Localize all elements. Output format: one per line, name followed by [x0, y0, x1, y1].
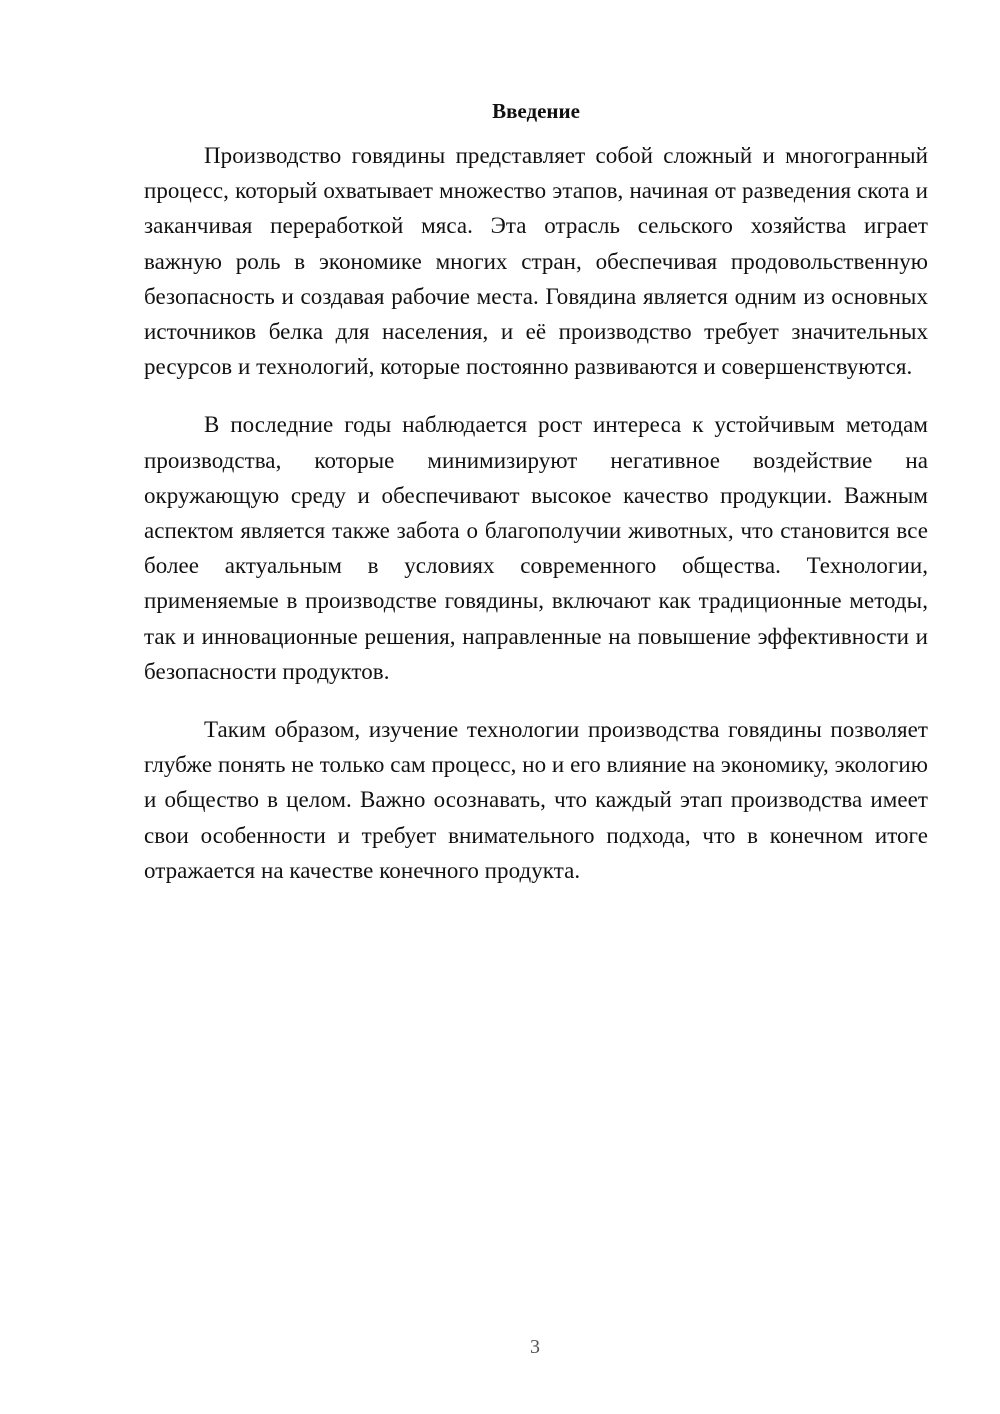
page-content — [144, 96, 928, 911]
paragraph-2: В последние годы наблюдается рост интереса к устойчивым методам производства, которые минимизируют негативное воздействие на окружающую среду и обеспечивают высокое качество продукции. Важным аспектом является также забота о благополучии животных, что становится все более актуальным в условиях современного общества. Технологии, применяемые в производстве говядины, включают как традиционные методы, так и инновационные решения, направленные на повышение эффективности и безопасности продуктов. — [144, 412, 928, 684]
paragraph-3: Таким образом, изучение технологии производства говядины позволяет глубже понять не только сам процесс, но и его влияние на экономику, экологию и общество в целом. Важно осознавать, что каждый этап производства имеет свои особенности и требует внимательного подхода, что в конечном итоге отражается на качестве конечного продукта. — [144, 717, 928, 883]
paragraph-1: Производство говядины представляет собой сложный и многогранный процесс, который охватывает множество этапов, начиная от разведения скота и заканчивая переработкой мяса. Эта отрасль сельского хозяйства играет важную роль в экономике многих стран, обеспечивая продовольственную безопасность и создавая рабочие места. Говядина является одним из основных источников белка для населения, и её производство требует значительных ресурсов и технологий, которые постоянно развиваются и совершенствуются. — [144, 143, 928, 380]
page-number: 3 — [530, 1336, 540, 1358]
section-title: Введение — [492, 99, 580, 123]
